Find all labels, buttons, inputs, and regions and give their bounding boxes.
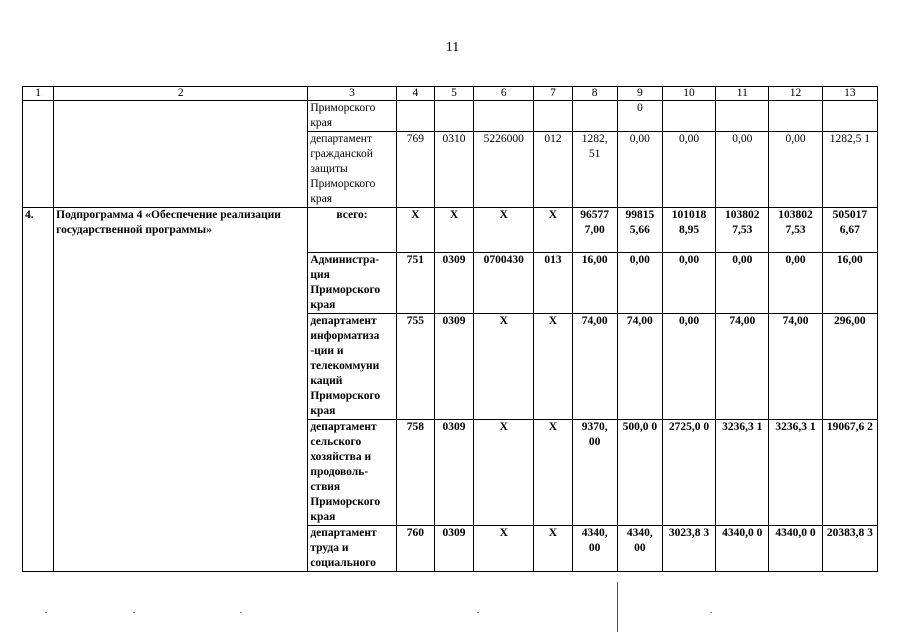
header-cell: 5 [434, 87, 473, 101]
value-cell: 505017 6,67 [822, 208, 877, 253]
value-cell: 74,00 [716, 314, 769, 420]
value-cell: 0309 [434, 420, 473, 526]
agency-cell: департамент сельского хозяйства и продоволь-ствия Приморского края [308, 420, 396, 526]
value-cell: X [434, 208, 473, 253]
value-cell: 19067,6 2 [822, 420, 877, 526]
value-cell: 760 [396, 526, 434, 572]
empty-cell [572, 101, 617, 132]
value-cell: 9370, 00 [572, 420, 617, 526]
scan-speck [710, 612, 712, 613]
value-cell: 758 [396, 420, 434, 526]
empty-cell [434, 101, 473, 132]
value-cell: X [534, 314, 572, 420]
value-cell: 74,00 [769, 314, 822, 420]
value-cell: 751 [396, 253, 434, 314]
empty-cell [716, 101, 769, 132]
value-cell: 103802 7,53 [716, 208, 769, 253]
value-cell: 769 [396, 132, 434, 208]
value-cell: 20383,8 3 [822, 526, 877, 572]
value-cell: 0310 [434, 132, 473, 208]
empty-cell [396, 101, 434, 132]
value-cell: X [474, 208, 534, 253]
scan-speck [133, 612, 135, 613]
value-cell: 012 [534, 132, 572, 208]
value-cell: 0,00 [662, 253, 715, 314]
value-cell: X [474, 526, 534, 572]
value-cell: X [396, 208, 434, 253]
header-cell: 11 [716, 87, 769, 101]
agency-cell: департамент труда и социального [308, 526, 396, 572]
table-row [23, 101, 878, 132]
row-number: 4. [23, 208, 54, 572]
page-number: 11 [445, 40, 460, 55]
header-cell: 7 [534, 87, 572, 101]
value-cell: 755 [396, 314, 434, 420]
empty-cell [662, 101, 715, 132]
header-cell: 10 [662, 87, 715, 101]
value-cell: 16,00 [822, 253, 877, 314]
value-cell: 0,00 [617, 253, 662, 314]
header-cell: 8 [572, 87, 617, 101]
empty-cell [474, 101, 534, 132]
value-cell: 0 [617, 101, 662, 132]
header-cell: 2 [54, 87, 308, 101]
value-cell: 2725,0 0 [662, 420, 715, 526]
agency-cell: Администра-ция Приморского края [308, 253, 396, 314]
empty-cell [769, 101, 822, 132]
table-row [23, 208, 878, 253]
scan-speck [240, 612, 242, 613]
value-cell: 1282,5 1 [822, 132, 877, 208]
empty-cell [54, 101, 308, 208]
value-cell: 0309 [434, 253, 473, 314]
subprogram-title: Подпрограмма 4 «Обеспечение реализации государственной программы» [54, 208, 308, 572]
value-cell: 0,00 [662, 132, 715, 208]
value-cell: 296,00 [822, 314, 877, 420]
value-cell: 1282, 51 [572, 132, 617, 208]
empty-cell [23, 101, 54, 208]
value-cell: X [534, 208, 572, 253]
value-cell: 3236,3 1 [769, 420, 822, 526]
value-cell: 0,00 [716, 253, 769, 314]
header-row [23, 87, 878, 101]
header-cell: 1 [23, 87, 54, 101]
budget-table [22, 86, 878, 572]
value-cell: 74,00 [617, 314, 662, 420]
value-cell: 74,00 [572, 314, 617, 420]
agency-cell: Приморского края [308, 101, 396, 132]
value-cell: 4340, 00 [572, 526, 617, 572]
value-cell: X [474, 314, 534, 420]
value-cell: 4340,0 0 [769, 526, 822, 572]
agency-cell: департамент гражданской защиты Приморского края [308, 132, 396, 208]
value-cell: 0,00 [769, 253, 822, 314]
agency-cell: департамент информатиза -ции и телекоммуни каций Приморского края [308, 314, 396, 420]
value-cell: 500,0 0 [617, 420, 662, 526]
value-cell: 0,00 [662, 314, 715, 420]
total-label: всего: [308, 208, 396, 253]
value-cell: 0,00 [617, 132, 662, 208]
scan-line-artifact [617, 582, 618, 632]
value-cell: 013 [534, 253, 572, 314]
value-cell: 4340, 00 [617, 526, 662, 572]
value-cell: 96577 7,00 [572, 208, 617, 253]
value-cell: X [534, 420, 572, 526]
value-cell: 4340,0 0 [716, 526, 769, 572]
header-cell: 4 [396, 87, 434, 101]
value-cell: 103802 7,53 [769, 208, 822, 253]
scan-speck [45, 612, 47, 613]
value-cell: 5226000 [474, 132, 534, 208]
empty-cell [822, 101, 877, 132]
header-cell: 3 [308, 87, 396, 101]
header-cell: 13 [822, 87, 877, 101]
value-cell: 3236,3 1 [716, 420, 769, 526]
scan-speck [477, 612, 479, 613]
value-cell: X [534, 526, 572, 572]
value-cell: 3023,8 3 [662, 526, 715, 572]
header-cell: 9 [617, 87, 662, 101]
header-cell: 12 [769, 87, 822, 101]
value-cell: 101018 8,95 [662, 208, 715, 253]
empty-cell [534, 101, 572, 132]
value-cell: 16,00 [572, 253, 617, 314]
value-cell: 0,00 [716, 132, 769, 208]
value-cell: 0700430 [474, 253, 534, 314]
value-cell: 0,00 [769, 132, 822, 208]
value-cell: 99815 5,66 [617, 208, 662, 253]
value-cell: X [474, 420, 534, 526]
value-cell: 0309 [434, 314, 473, 420]
value-cell: 0309 [434, 526, 473, 572]
header-cell: 6 [474, 87, 534, 101]
